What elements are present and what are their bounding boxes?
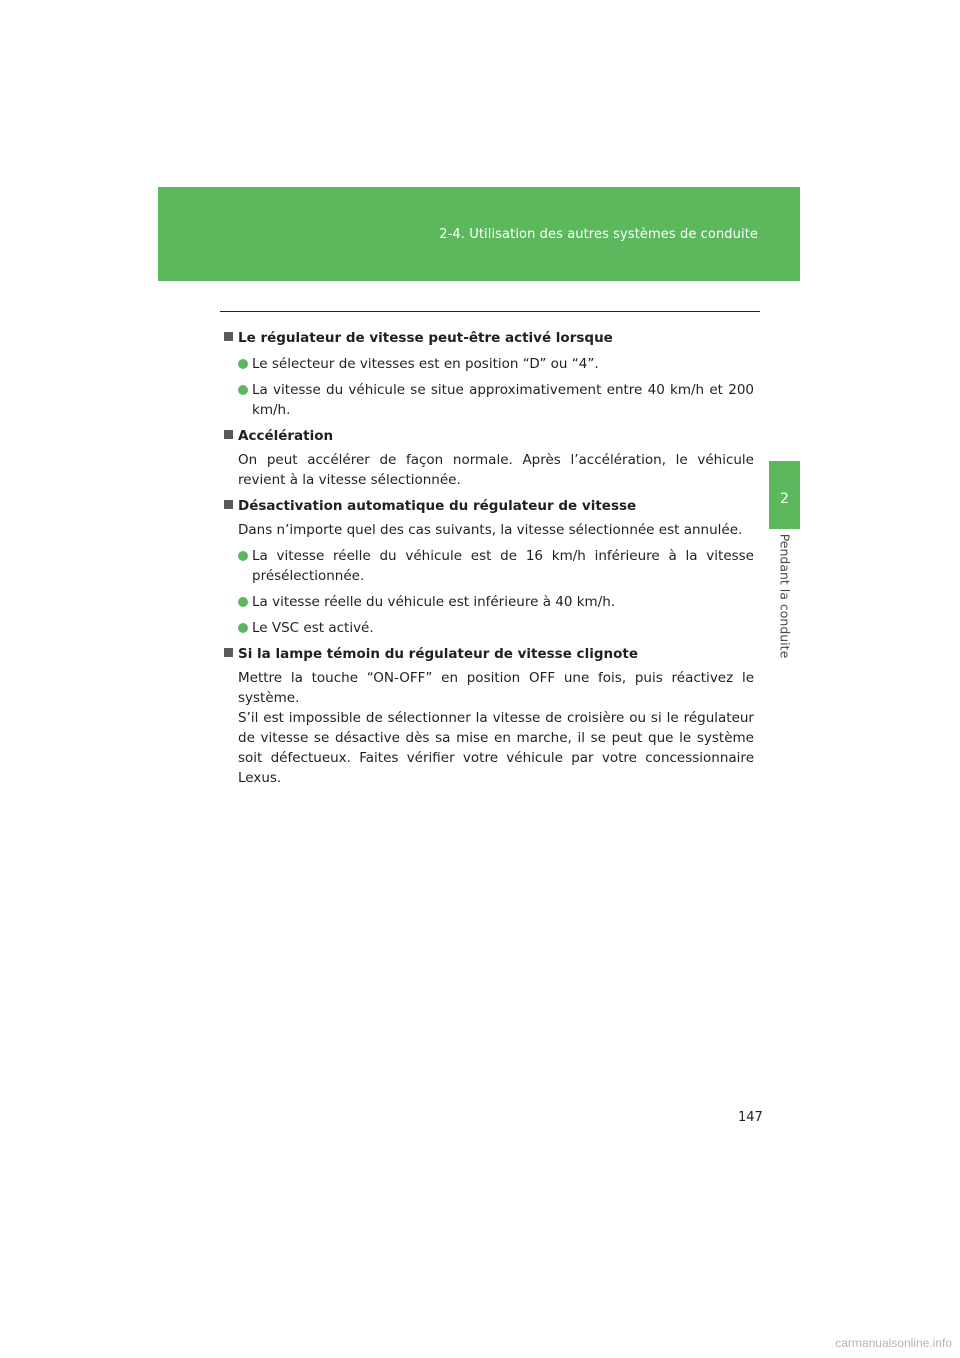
square-bullet-icon bbox=[224, 648, 233, 657]
list-item bbox=[238, 546, 754, 586]
section-heading bbox=[224, 426, 754, 446]
list-item-text: Le VSC est activé. bbox=[252, 620, 374, 636]
paragraph: S’il est impossible de sélectionner la vitesse de croisière ou si le régulateur de vitesse se désactive dès sa mise en marche, il se peut que le système soit défectueux. Faites vérifier votre véhicule par votre concessionnaire Lexus. bbox=[238, 710, 754, 786]
heading-text: Si la lampe témoin du régulateur de vitesse clignote bbox=[238, 646, 638, 662]
list-item-text: La vitesse du véhicule se situe approximativement entre 40 km/h et 200 km/h. bbox=[252, 382, 754, 418]
list-item bbox=[238, 380, 754, 420]
circle-bullet-icon bbox=[238, 597, 248, 607]
header-band bbox=[158, 187, 800, 281]
watermark[interactable]: carmanualsonline.info bbox=[835, 1336, 952, 1350]
list-item bbox=[238, 618, 754, 638]
list-item-text: La vitesse réelle du véhicule est de 16 km/h inférieure à la vitesse présélectionnée. bbox=[252, 548, 754, 584]
page-content bbox=[224, 328, 754, 788]
heading-text: Accélération bbox=[238, 428, 334, 444]
chapter-number: 2 bbox=[780, 491, 789, 507]
list-item bbox=[238, 354, 754, 374]
square-bullet-icon bbox=[224, 430, 233, 439]
circle-bullet-icon bbox=[238, 359, 248, 369]
chapter-tab[interactable] bbox=[769, 461, 800, 529]
square-bullet-icon bbox=[224, 332, 233, 341]
paragraph: On peut accélérer de façon normale. Après l’accélération, le véhicule revient à la vitesse sélectionnée. bbox=[238, 452, 754, 488]
paragraph: Mettre la touche “ON-OFF” en position OFF une fois, puis réactivez le système. bbox=[238, 670, 754, 706]
chapter-label: Pendant la conduite bbox=[777, 533, 793, 659]
circle-bullet-icon bbox=[238, 623, 248, 633]
square-bullet-icon bbox=[224, 500, 233, 509]
paragraph: Dans n’importe quel des cas suivants, la vitesse sélectionnée est annulée. bbox=[238, 522, 743, 538]
section-title: 2-4. Utilisation des autres systèmes de conduite bbox=[439, 227, 758, 242]
page-number: 147 bbox=[738, 1110, 763, 1125]
divider-rule bbox=[220, 311, 760, 312]
circle-bullet-icon bbox=[238, 385, 248, 395]
heading-text: Désactivation automatique du régulateur de vitesse bbox=[238, 498, 637, 514]
list-item-text: Le sélecteur de vitesses est en position “D” ou “4”. bbox=[252, 356, 599, 372]
section-heading bbox=[224, 328, 754, 348]
section-heading bbox=[224, 644, 754, 664]
heading-text: Le régulateur de vitesse peut-être activé lorsque bbox=[238, 330, 613, 346]
section-heading bbox=[224, 496, 754, 516]
circle-bullet-icon bbox=[238, 551, 248, 561]
list-item bbox=[238, 592, 754, 612]
list-item-text: La vitesse réelle du véhicule est inférieure à 40 km/h. bbox=[252, 594, 616, 610]
